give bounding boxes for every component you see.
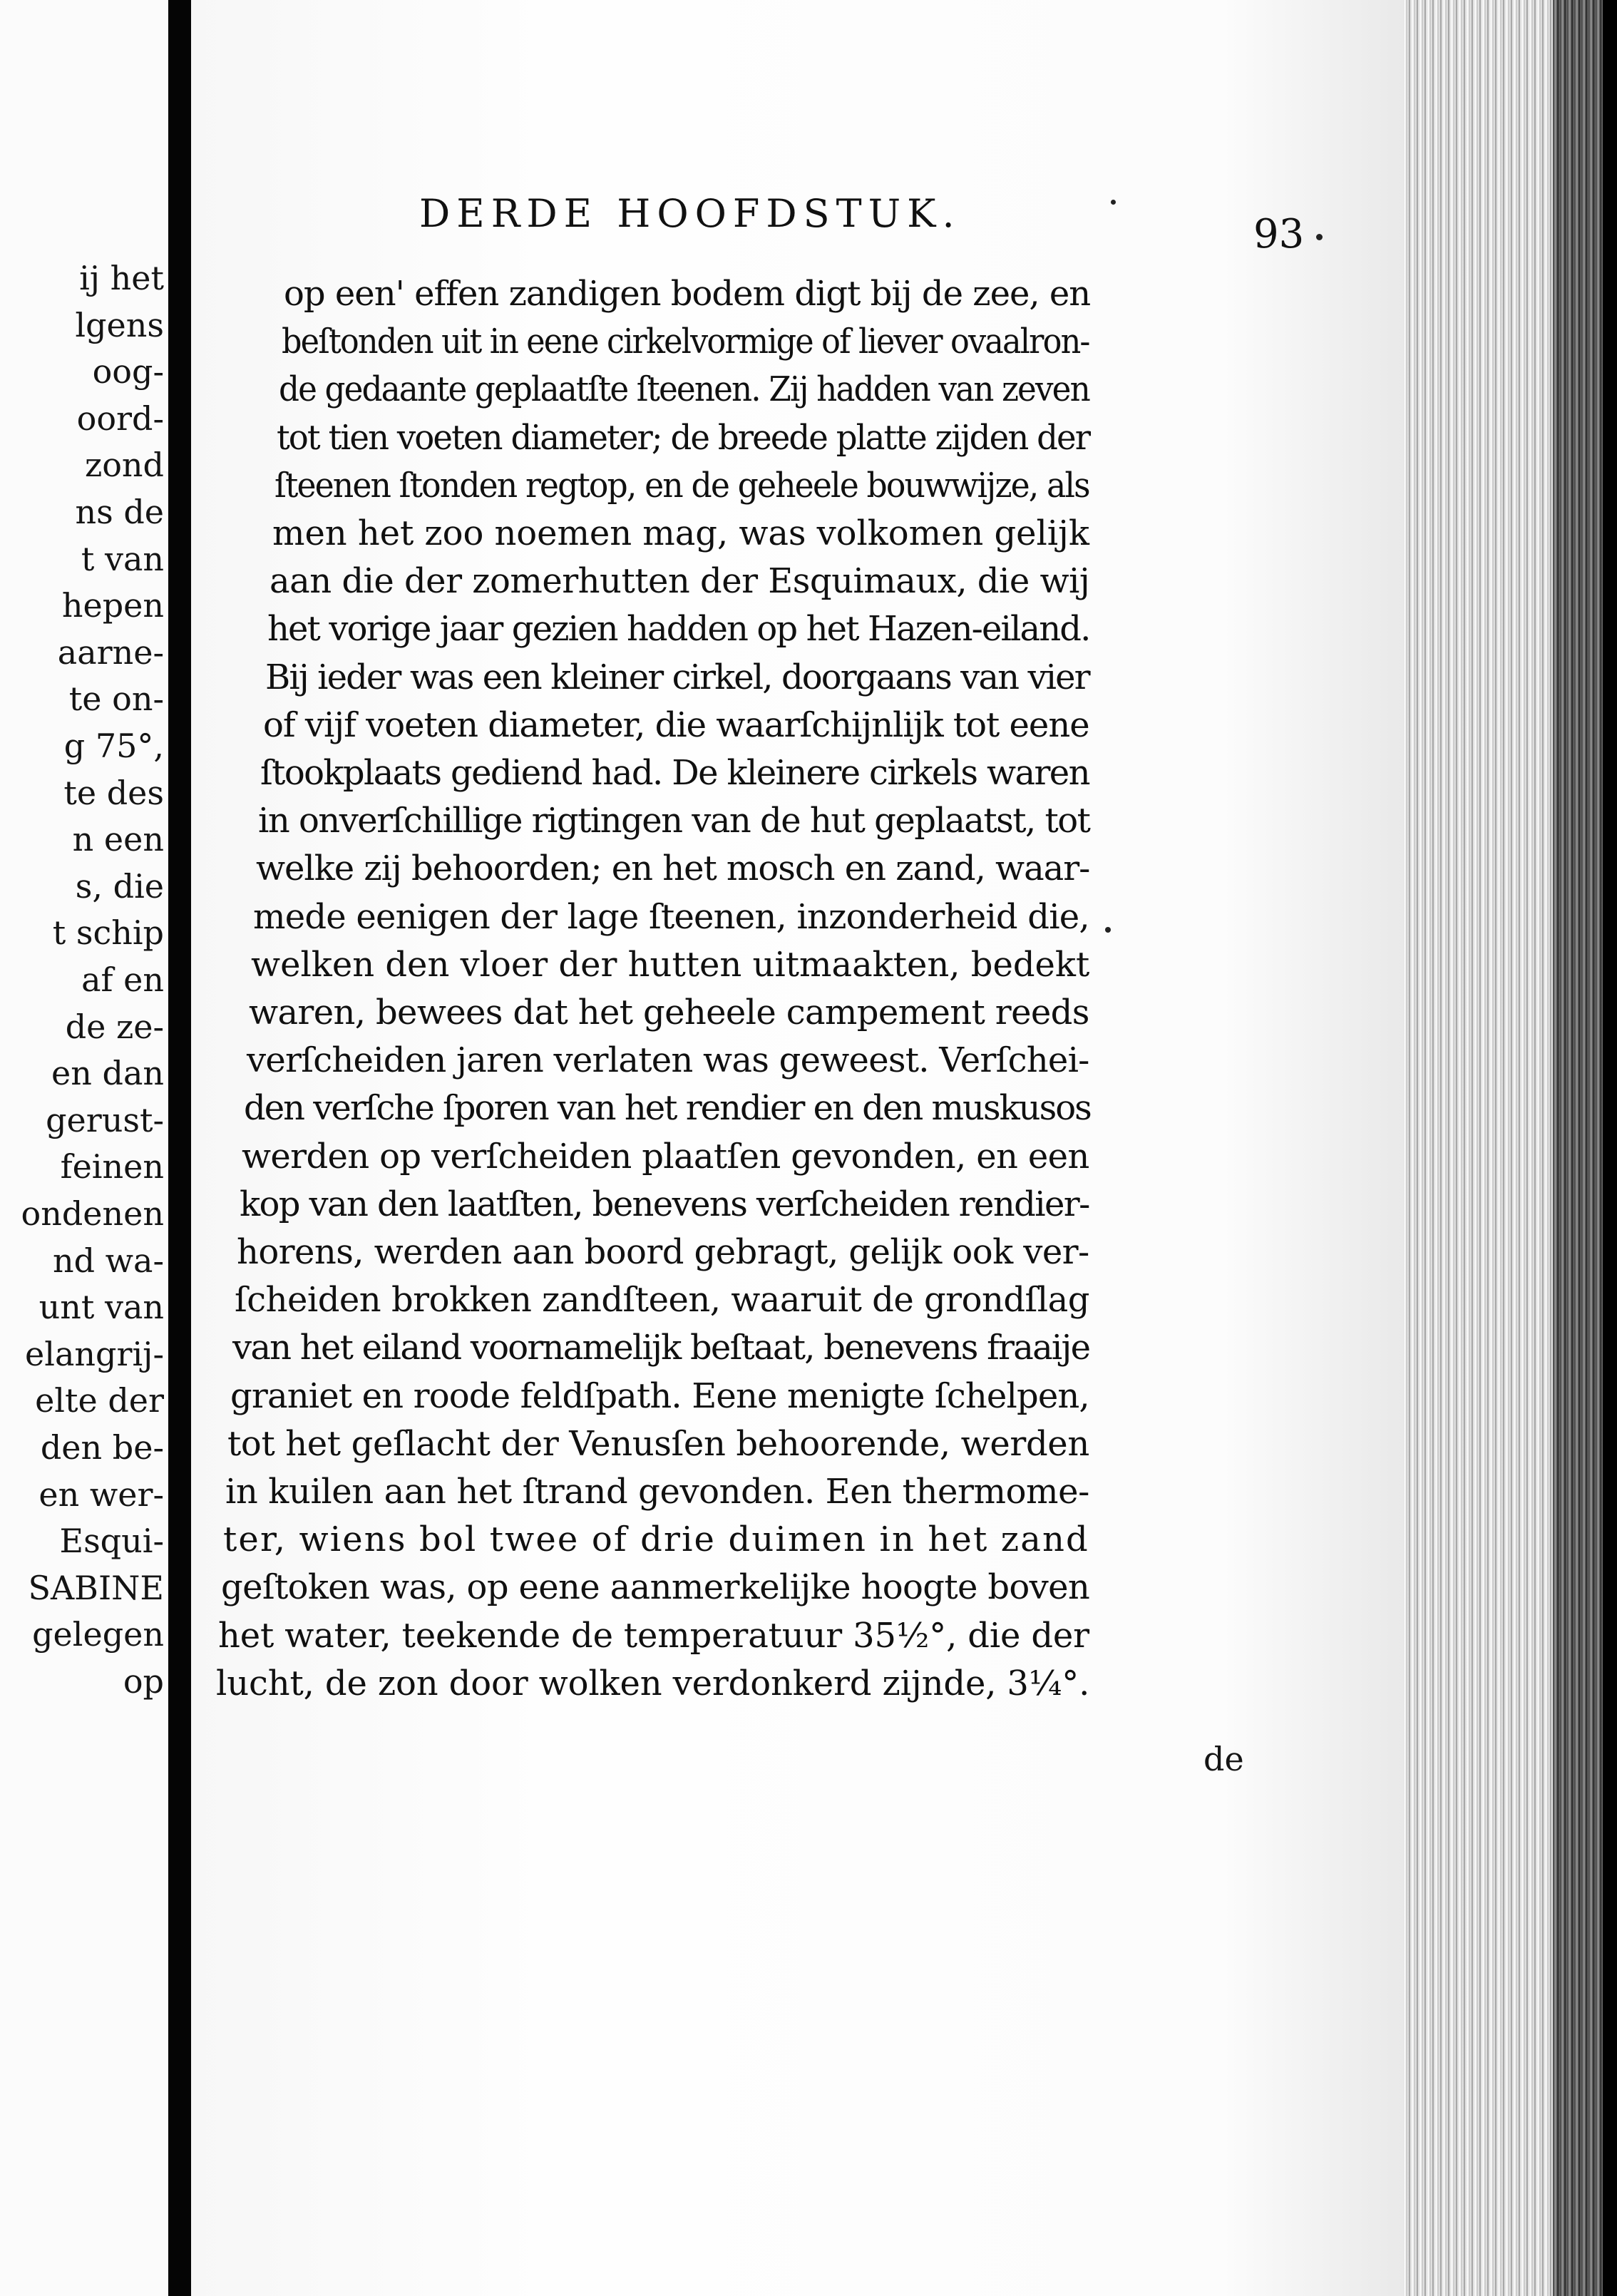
left-page-line: elte der	[35, 1381, 164, 1420]
left-page-line: aarne-	[57, 632, 164, 672]
left-page-line: Esqui-	[59, 1522, 164, 1561]
body-line: welke zij behoorden; en het mosch en zand, waar-	[256, 849, 1090, 889]
body-line: in kuilen aan het ſtrand gevonden. Een thermome-	[225, 1472, 1089, 1512]
left-page-line: zond	[84, 446, 164, 485]
left-page-line: hepen	[61, 586, 164, 625]
left-page-line: op	[123, 1662, 164, 1701]
left-page-line: den be-	[40, 1428, 164, 1467]
left-page-line: en dan	[51, 1054, 164, 1093]
body-line: beſtonden uit in eene cirkelvormige of liever ovaalron-	[282, 322, 1089, 362]
left-page-line: en wer-	[38, 1475, 164, 1514]
left-page-line: ondenen	[21, 1194, 164, 1233]
body-line: de gedaante geplaatſte ſteenen. Zij hadden van zeven	[279, 369, 1089, 410]
body-line: mede eenigen der lage ſteenen, inzonderheid die,	[253, 896, 1089, 937]
body-line: ter, wiens bol twee of drie duimen in het zand	[223, 1519, 1089, 1560]
page-edges	[1403, 0, 1603, 2296]
book-gutter	[168, 0, 191, 2296]
left-page-line: nd wa-	[52, 1241, 164, 1280]
left-page-line: gelegen	[32, 1615, 164, 1654]
body-line: tot tien voeten diameter; de breede platte zijden der	[277, 417, 1090, 458]
body-line: waren, bewees dat het geheele campement reeds	[249, 993, 1089, 1032]
left-page-line: af en	[81, 960, 164, 999]
body-line: ſtookplaats gediend had. De kleinere cirkels waren	[260, 753, 1089, 793]
body-line: Bij ieder was een kleiner cirkel, doorgaans van vier	[265, 657, 1089, 697]
left-page-line: s, die	[75, 866, 164, 906]
left-page-line: elangrij-	[25, 1334, 164, 1373]
body-line: men het zoo noemen mag, was volkomen gelijk	[272, 513, 1089, 553]
body-line: werden op verſcheiden plaatſen gevonden, en een	[242, 1136, 1089, 1177]
left-page-line: feinen	[60, 1147, 164, 1187]
body-line: tot het geſlacht der Venusſen behoorende, werden	[227, 1423, 1089, 1464]
body-line: verſcheiden jaren verlaten was geweest. Verſchei-	[247, 1040, 1089, 1081]
left-page-line: t van	[81, 539, 164, 578]
body-line: den verſche ſporen van het rendier en den muskusos	[244, 1088, 1091, 1129]
left-page-line: oog-	[92, 352, 164, 391]
page-number: 93	[1253, 211, 1305, 257]
body-line: het water, teekende de temperatuur 35½°, die der	[218, 1615, 1089, 1656]
body-line: welken den vloer der hutten uitmaakten, bedekt	[251, 944, 1090, 985]
left-page-line: lgens	[75, 305, 164, 344]
body-line: op een' effen zandigen bodem digt bij de zee, en	[284, 274, 1091, 314]
left-page-line: ns de	[75, 493, 164, 531]
left-page-line: de ze-	[65, 1007, 164, 1046]
ink-speck	[1111, 200, 1116, 205]
right-page	[191, 0, 1403, 2296]
catchword: de	[1203, 1740, 1244, 1778]
body-line: lucht, de zon door wolken verdonkerd zijnde, 3¼°.	[216, 1663, 1090, 1703]
body-line: ſcheiden brokken zandſteen, waaruit de grondſlag	[235, 1280, 1089, 1321]
left-page-line: t schip	[52, 913, 164, 953]
left-page-line: SABINE	[28, 1568, 164, 1607]
ink-speck	[1105, 927, 1111, 933]
body-line: ſteenen ſtonden regtop, en de geheele bouwwijze, als	[274, 465, 1089, 506]
body-line: kop van den laatſten, benevens verſcheiden rendier-	[240, 1184, 1089, 1224]
body-line: graniet en roode feldſpath. Eene menigte ſchelpen,	[230, 1375, 1089, 1416]
left-page-line: gerust-	[46, 1100, 164, 1139]
ink-speck	[1316, 234, 1323, 240]
body-line: geſtoken was, op eene aanmerkelijke hoogte boven	[221, 1567, 1090, 1608]
left-page-line: g 75°,	[63, 727, 164, 765]
left-page-line: te on-	[68, 680, 164, 719]
left-page-line: n een	[72, 820, 164, 859]
body-line: horens, werden aan boord gebragt, gelijk ook ver-	[237, 1232, 1089, 1272]
body-line: of vijf voeten diameter, die waarſchijnlijk tot eene	[263, 704, 1089, 745]
left-page-line: unt van	[38, 1288, 164, 1327]
left-page-line: te des	[63, 773, 164, 812]
left-page-fragment	[0, 0, 168, 2296]
body-line: in onverſchillige rigtingen van de hut geplaatst, tot	[258, 801, 1090, 841]
background-edge	[1603, 0, 1617, 2296]
body-line: aan die der zomerhutten der Esquimaux, die wij	[270, 561, 1090, 602]
body-line: het vorige jaar gezien hadden op het Hazen-eiland.	[267, 609, 1090, 650]
left-page-line: oord-	[76, 399, 164, 438]
left-page-line: ij het	[79, 259, 164, 297]
body-line: van het eiland voornamelijk beſtaat, benevens fraaije	[232, 1328, 1090, 1368]
running-head: DERDE HOOFDSTUK.	[419, 191, 961, 236]
